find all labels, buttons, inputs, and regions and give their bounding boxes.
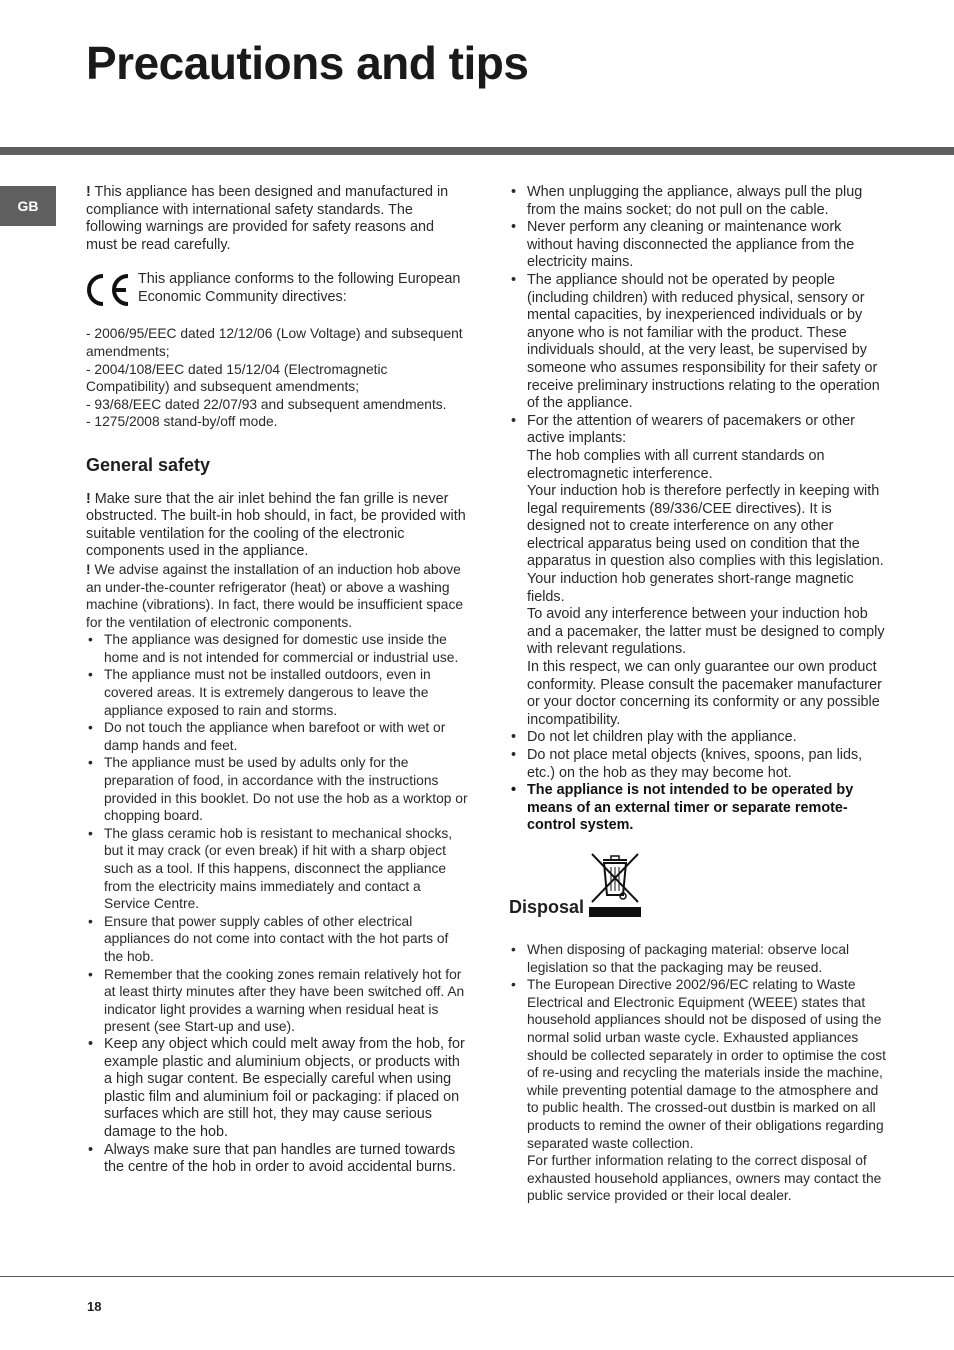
directive-item: - 1275/2008 stand-by/off mode. — [86, 414, 278, 430]
ce-conformity — [86, 271, 468, 308]
list-item: • Ensure that power supply cables of other electrical appliances do not come into contact with the hot parts of the hob. — [86, 913, 468, 966]
pacemaker-paragraph: The hob complies with all current standards on electromagnetic interference. — [527, 447, 825, 482]
list-item: • For the attention of wearers of pacemakers or other active implants: — [509, 413, 889, 448]
exclamation-icon: ! — [86, 184, 91, 200]
pacemaker-paragraph: Your induction hob generates short-range magnetic fields. — [527, 571, 854, 605]
safety-warning-text: Make sure that the air inlet behind the fan grille is never obstructed. The built-in hob should, in fact, be provided with suitable ventilation for the cooling of the electronic components used in the appliance. — [86, 490, 466, 560]
weee-bar — [589, 907, 641, 917]
general-safety-list — [86, 631, 468, 1176]
footer-rule — [0, 1276, 954, 1277]
list-item: • Do not touch the appliance when barefoot or with wet or damp hands and feet. — [86, 719, 468, 754]
disposal-header — [509, 851, 889, 941]
pacemaker-paragraph: Your induction hob is therefore perfectly in keeping with legal requirements (89/336/CEE directives). It is designed not to create interference on any other electrical apparatus being used on condition that the apparatus in question also complies with this legislation. — [527, 483, 884, 570]
list-item: • The glass ceramic hob is resistant to mechanical shocks, but it may crack (or even break) if hit with a sharp object such as a tool. If this happens, disconnect the appliance from the electricity mains immediately and contact a Service Centre. — [86, 825, 468, 913]
disposal-heading: Disposal — [509, 896, 585, 917]
list-item: • Always make sure that pan handles are turned towards the centre of the hob in order to avoid accidental burns. — [86, 1142, 468, 1177]
list-item: • The appliance must not be installed outdoors, even in covered areas. It is extremely dangerous to leave the appliance exposed to rain and storms. — [86, 666, 468, 719]
disposal-closing: For further information relating to the correct disposal of exhausted household appliances, owners may contact the public service provided or their local dealer. — [527, 1153, 882, 1204]
list-item: • Do not let children play with the appliance. — [509, 729, 889, 747]
safety-warning-text: We advise against the installation of an induction hob above an under-the-counter refrigerator (heat) or above a washing machine (vibrations). In fact, there would be insufficient space for the ventilation of electronic components. — [86, 561, 464, 630]
directives-list — [86, 325, 468, 431]
list-item: • Remember that the cooking zones remain relatively hot for at least thirty minutes after they have been switched off. An indicator light provides a warning when residual heat is present (see Start-up and use). — [86, 966, 468, 1036]
right-column — [509, 184, 889, 1205]
exclamation-icon: ! — [86, 561, 91, 577]
list-item: • The appliance was designed for domestic use inside the home and is not intended for commercial or industrial use. — [86, 631, 468, 666]
disposal-list — [509, 941, 889, 1152]
directive-item: - 2004/108/EEC dated 15/12/04 (Electromagnetic Compatibility) and subsequent amendments; — [86, 361, 388, 395]
list-item: • When unplugging the appliance, always pull the plug from the mains socket; do not pull on the cable. — [509, 184, 889, 219]
list-item: • Keep any object which could melt away from the hob, for example plastic and aluminium objects, or products with a high sugar content. Be especially careful when using plastic film and aluminium foil or packaging: if placed on surfaces which are still hot, they may cause serious damage to the hob. — [86, 1036, 468, 1142]
header-rule — [0, 147, 954, 155]
safety-list-continued — [509, 184, 889, 448]
safety-list-final — [509, 729, 889, 835]
safety-warning — [86, 561, 468, 631]
bold-list-item: • The appliance is not intended to be operated by means of an external timer or separate remote-control system. — [509, 782, 889, 835]
ce-text: This appliance conforms to the following European Economic Community directives: — [138, 271, 461, 305]
crossed-out-wheelie-bin-icon — [589, 851, 641, 905]
exclamation-icon: ! — [86, 490, 91, 507]
list-item: • Do not place metal objects (knives, spoons, pan lids, etc.) on the hob as they may become hot. — [509, 747, 889, 782]
list-item: • The European Directive 2002/96/EC relating to Waste Electrical and Electronic Equipment (WEEE) states that household appliances should not be disposed of using the normal solid urban waste cycle. Exhausted appliances should be collected separately in order to optimise the cost of re-using and recycling the materials inside the machine, while preventing potential damage to the atmosphere and to public health. The crossed-out dustbin is marked on all products to remind the owner of their obligations regarding separated waste collection. — [509, 976, 889, 1152]
list-item: • The appliance should not be operated by people (including children) with reduced physical, sensory or mental capacities, by inexperienced individuals or by anyone who is not familiar with the product. These individuals should, at the very least, be supervised by someone who assumes responsibility for their safety or receive preliminary instructions relating to the operation of the appliance. — [509, 272, 889, 413]
list-item: • When disposing of packaging material: observe local legislation so that the packaging may be reused. — [509, 941, 889, 976]
list-item: • Never perform any cleaning or maintenance work without having disconnected the appliance from the electricity mains. — [509, 219, 889, 272]
left-column — [86, 184, 468, 1177]
directive-item: - 93/68/EEC dated 22/07/93 and subsequent amendments. — [86, 396, 447, 412]
general-safety-heading: General safety — [86, 454, 211, 475]
safety-warning — [86, 491, 468, 561]
ce-mark-icon — [86, 272, 132, 308]
language-tab: GB — [0, 186, 56, 226]
page-number: 18 — [87, 1299, 102, 1314]
page-title: Precautions and tips — [86, 37, 529, 89]
pacemaker-paragraph: To avoid any interference between your induction hob and a pacemaker, the latter must be designed to comply with relevant regulations. — [527, 606, 885, 658]
pacemaker-notes — [509, 448, 889, 730]
intro-paragraph — [86, 184, 468, 254]
list-item: • The appliance must be used by adults only for the preparation of food, in accordance with the instructions provided in this booklet. Do not use the hob as a worktop or chopping board. — [86, 754, 468, 824]
directive-item: - 2006/95/EEC dated 12/12/06 (Low Voltage) and subsequent amendments; — [86, 326, 463, 359]
pacemaker-paragraph: In this respect, we can only guarantee our own product conformity. Please consult the pacemaker manufacturer or your doctor concerning its conformity or any possible incompatibility. — [527, 659, 882, 728]
intro-text: This appliance has been designed and manufactured in compliance with international safety standards. The following warnings are provided for safety reasons and must be read carefully. — [86, 184, 449, 253]
